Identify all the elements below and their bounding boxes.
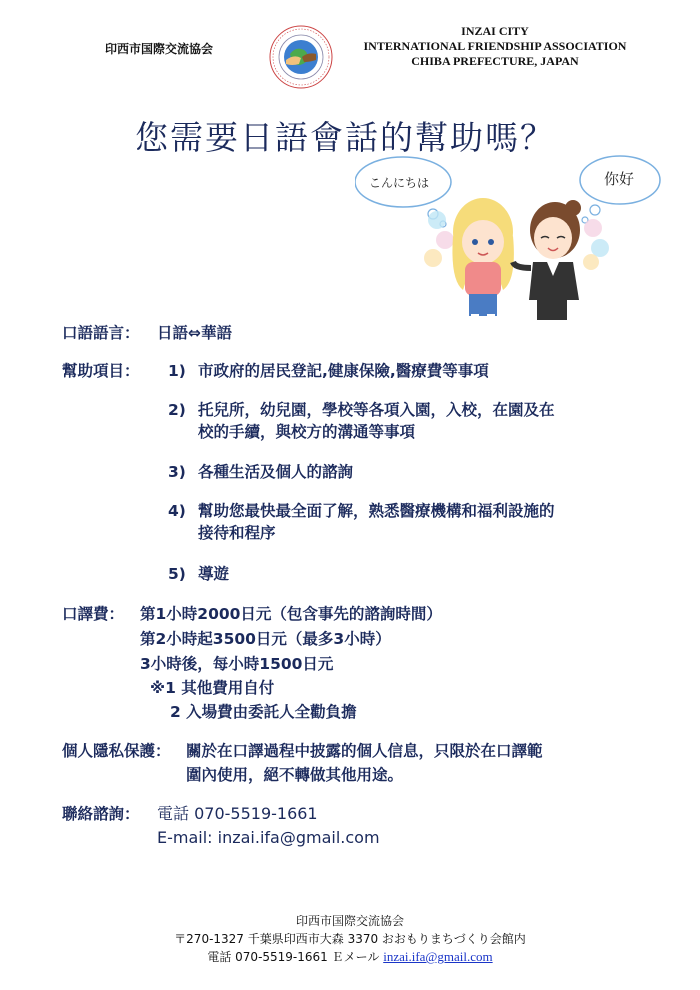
org-name-en-line3: CHIBA PREFECTURE, JAPAN	[411, 54, 579, 68]
contact-email[interactable]: E-mail: inzai.ifa@gmail.com	[157, 828, 380, 847]
association-logo	[268, 24, 334, 90]
fee-line-1: 第1小時2000日元（包含事先的諮詢時間）	[140, 605, 442, 623]
contact-phone: 電話 070-5519-1661	[157, 804, 318, 823]
footer-phone: 電話 070-5519-1661 Ｅメール	[207, 950, 384, 964]
help-item-4-text-cont: 接待和程序	[198, 524, 276, 542]
fee-label: 口譯費：	[62, 605, 125, 623]
privacy-line-2: 圍內使用，絕不轉做其他用途。	[186, 766, 404, 784]
help-item-1-num: 1)	[168, 362, 186, 380]
help-item-4-text: 幫助您最快最全面了解，熟悉醫療機構和福利設施的	[198, 502, 555, 520]
bubble-left-text: こんにちは	[369, 176, 430, 190]
help-item-4-num: 4)	[168, 502, 186, 520]
page-title: 您需要日語會話的幫助嗎？	[135, 118, 555, 157]
privacy-line-1: 關於在口譯過程中披露的個人信息，只限於在口譯範	[186, 742, 543, 760]
language-value: 日語⇔華語	[157, 324, 232, 342]
fee-line-3: 3小時後，每小時1500日元	[140, 655, 334, 673]
footer-org: 印西市国際交流協会	[295, 914, 404, 928]
fee-note-1: ※1 其他費用自付	[150, 679, 275, 697]
help-item-5-num: 5)	[168, 565, 186, 583]
help-item-5-text: 導遊	[198, 565, 230, 583]
help-item-1-text: 市政府的居民登記,健康保險,醫療費等事項	[198, 362, 489, 380]
bubble-right-text: 你好	[604, 170, 635, 188]
help-item-3-num: 3)	[168, 463, 186, 481]
conversation-illustration	[355, 150, 665, 325]
org-name-en-line2: INTERNATIONAL FRIENDSHIP ASSOCIATION	[363, 39, 627, 53]
help-item-2-text: 托兒所，幼兒園，學校等各項入園，入校，在園及在	[198, 401, 555, 419]
footer-contact-line	[0, 948, 700, 966]
footer-email-link[interactable]: inzai.ifa@gmail.com	[383, 949, 493, 964]
help-label: 幫助項目：	[62, 362, 140, 380]
help-item-2-num: 2)	[168, 401, 186, 419]
org-name-en-line1: INZAI CITY	[461, 24, 529, 38]
language-label: 口語語言：	[62, 324, 140, 342]
privacy-label: 個人隱私保護：	[62, 742, 171, 760]
help-item-2-text-cont: 校的手續，與校方的溝通等事項	[198, 423, 416, 441]
contact-label: 聯絡諮詢：	[62, 805, 140, 823]
org-name-en	[350, 24, 640, 69]
fee-note-2: 2 入場費由委託人全勸負擔	[170, 703, 357, 721]
org-name-jp: 印西市国際交流協会	[105, 42, 214, 56]
help-item-3-text: 各種生活及個人的諮詢	[198, 463, 354, 481]
fee-line-2: 第2小時起3500日元（最多3小時）	[140, 630, 391, 648]
footer-address: 〒270-1327 千葉県印西市大森 3370 おおもりまちづくり会館内	[174, 932, 526, 946]
